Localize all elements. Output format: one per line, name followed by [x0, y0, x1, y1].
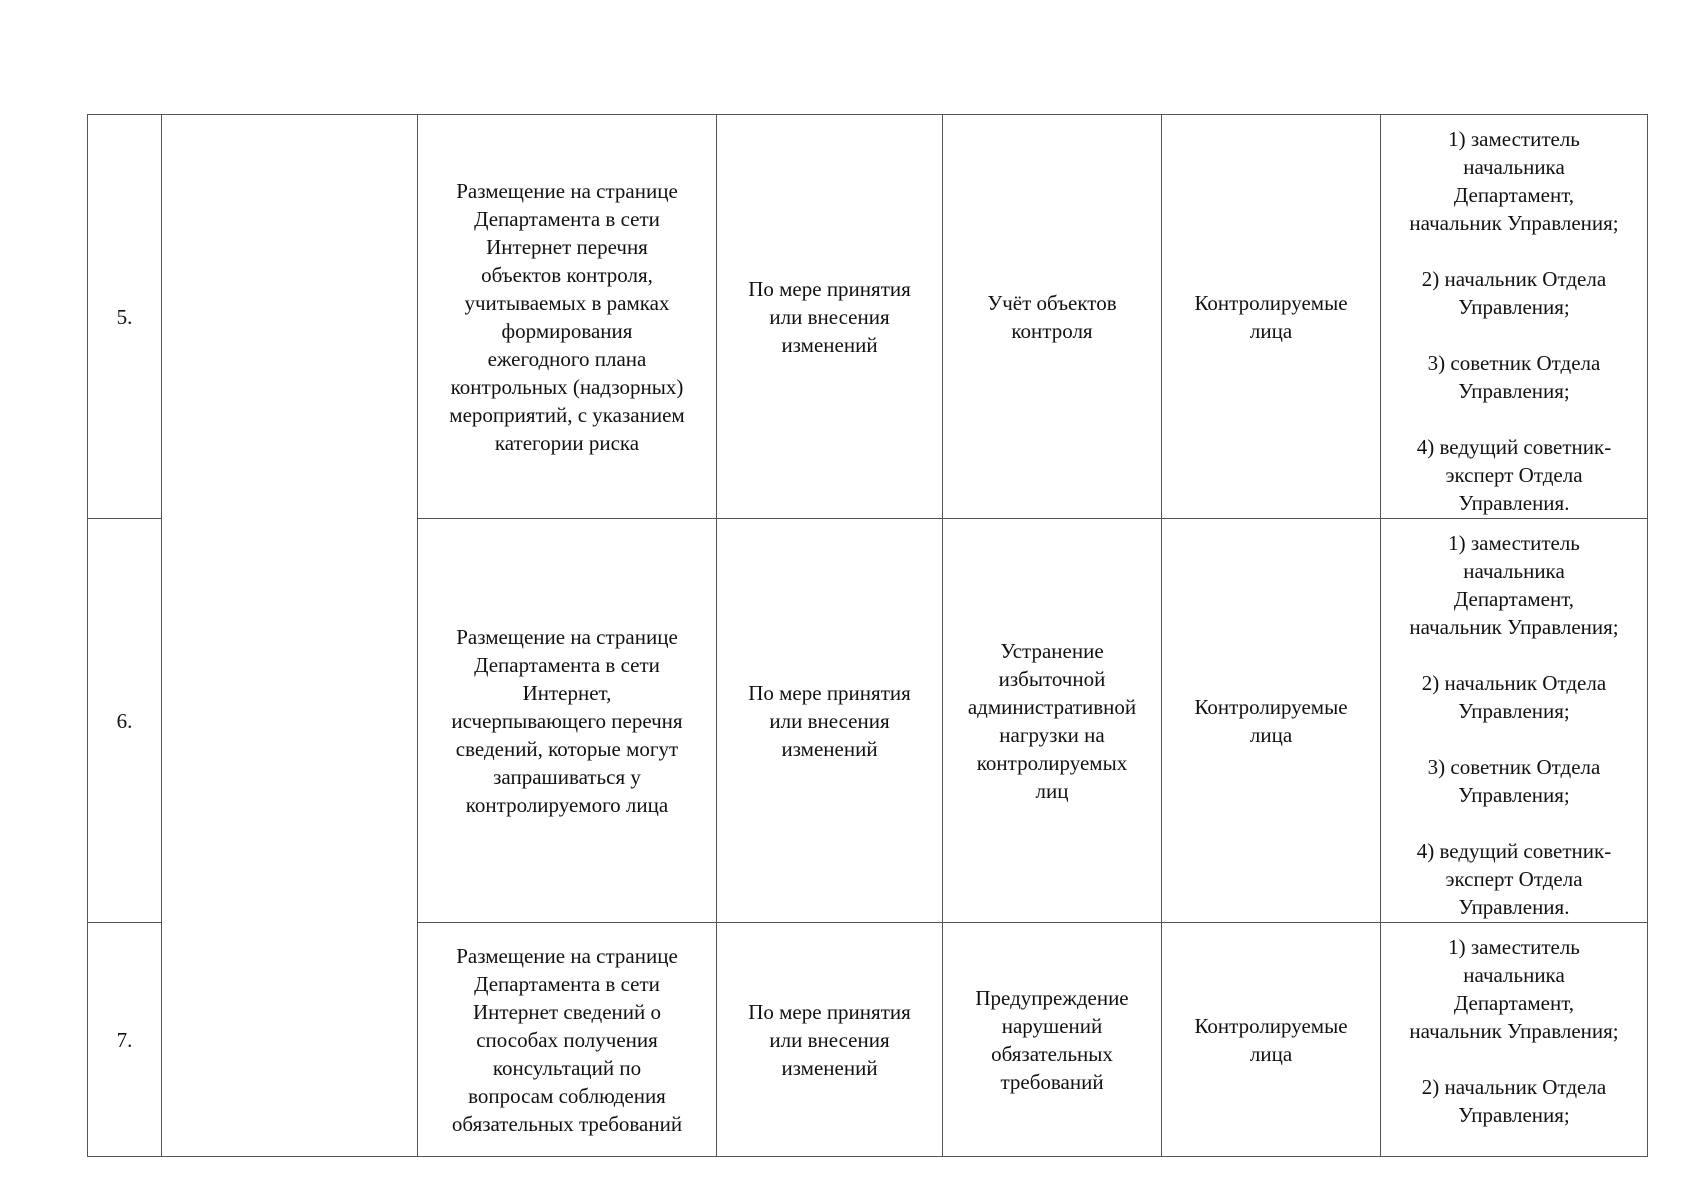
deadline-text: По мере принятия или внесения изменений	[748, 680, 911, 761]
audience-text: Контролируемые лица	[1194, 290, 1348, 343]
measures-table	[87, 114, 1648, 1157]
responsible-cell	[1381, 519, 1648, 923]
result-cell	[943, 115, 1162, 519]
responsible-item: 2) начальник Отдела Управления;	[1421, 1075, 1607, 1127]
audience-text: Контролируемые лица	[1194, 1013, 1348, 1066]
responsible-item: 2) начальник Отдела Управления;	[1421, 267, 1607, 319]
row-number: 5.	[116, 304, 133, 329]
table-row	[88, 115, 1648, 519]
result-text: Устранение избыточной административной нагрузки на контролируемых лиц	[967, 638, 1137, 803]
deadline-text: По мере принятия или внесения изменений	[748, 276, 911, 357]
responsible-item: 3) советник Отдела Управления;	[1427, 755, 1601, 807]
activity-text: Размещение на странице Департамента в сети Интернет, исчерпывающего перечня сведений, которые могут запрашиваться у контролируемого лица	[451, 624, 683, 817]
activity-cell	[418, 519, 717, 923]
deadline-cell	[717, 115, 943, 519]
responsible-item: 4) ведущий советник- эксперт Отдела Управления.	[1416, 839, 1612, 919]
result-text: Учёт объектов контроля	[987, 290, 1117, 343]
result-cell	[943, 923, 1162, 1157]
activity-cell	[418, 115, 717, 519]
audience-cell	[1162, 923, 1381, 1157]
activity-text: Размещение на странице Департамента в сети Интернет перечня объектов контроля, учитываемых в рамках формирования ежегодного плана контрольных (надзорных) мероприятий, с указанием категории риска	[449, 178, 685, 455]
responsible-item: 1) заместитель начальника Департамент, начальник Управления;	[1409, 531, 1619, 639]
responsible-item: 4) ведущий советник- эксперт Отдела Управления.	[1416, 435, 1612, 515]
responsible-item: 1) заместитель начальника Департамент, начальник Управления;	[1409, 127, 1619, 235]
row-number-cell	[88, 923, 162, 1157]
activity-text: Размещение на странице Департамента в сети Интернет сведений о способах получения консультаций по вопросам соблюдения обязательных требований	[451, 943, 683, 1136]
audience-cell	[1162, 115, 1381, 519]
responsible-item: 2) начальник Отдела Управления;	[1421, 671, 1607, 723]
result-cell	[943, 519, 1162, 923]
merged-empty-cell	[162, 115, 418, 1157]
deadline-cell	[717, 923, 943, 1157]
responsible-cell	[1381, 923, 1648, 1157]
responsible-item: 1) заместитель начальника Департамент, начальник Управления;	[1409, 935, 1619, 1043]
activity-cell	[418, 923, 717, 1157]
result-text: Предупреждение нарушений обязательных требований	[975, 985, 1129, 1094]
audience-text: Контролируемые лица	[1194, 694, 1348, 747]
audience-cell	[1162, 519, 1381, 923]
row-number: 6.	[116, 708, 133, 733]
deadline-cell	[717, 519, 943, 923]
responsible-cell	[1381, 115, 1648, 519]
row-number-cell	[88, 519, 162, 923]
deadline-text: По мере принятия или внесения изменений	[748, 999, 911, 1080]
row-number-cell	[88, 115, 162, 519]
responsible-item: 3) советник Отдела Управления;	[1427, 351, 1601, 403]
row-number: 7.	[116, 1027, 133, 1052]
